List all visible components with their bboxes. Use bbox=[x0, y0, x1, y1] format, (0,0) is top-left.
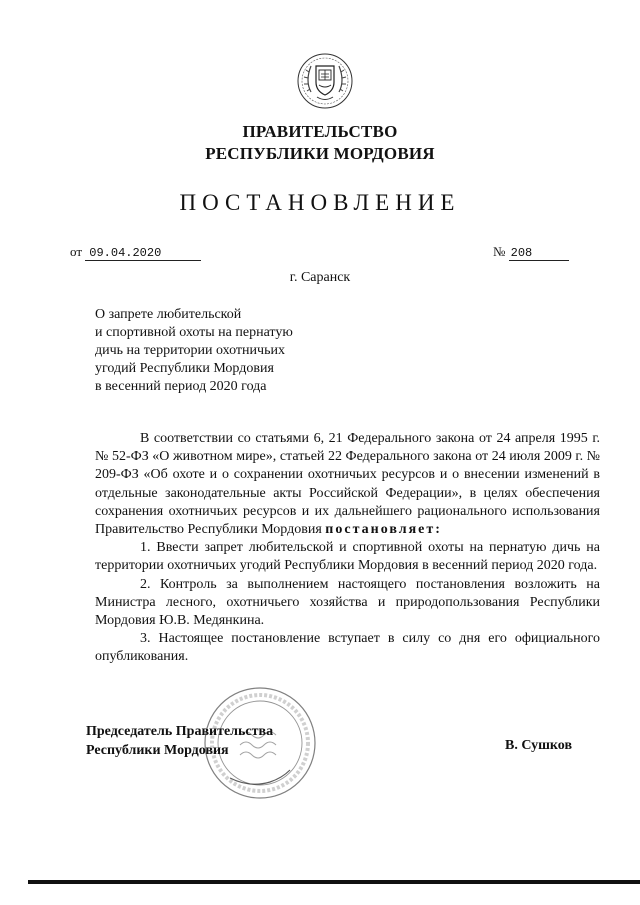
number-value: 208 bbox=[509, 246, 569, 261]
organization-name-line2: РЕСПУБЛИКИ МОРДОВИЯ bbox=[205, 144, 435, 163]
preamble-paragraph bbox=[95, 430, 600, 539]
coat-of-arms-icon bbox=[295, 52, 355, 110]
signatory-title bbox=[86, 722, 273, 760]
signatory-title-line2: Республики Мордовия bbox=[86, 743, 229, 758]
document-subject bbox=[95, 306, 293, 396]
preamble-text: В соответствии со статьями 6, 21 Федерального закона от 24 апреля 1995 г. № 52-ФЗ «О животном мире», статьей 22 Федерального закона от 24 июля 2009 г. № 209-ФЗ «Об охоте и о сохранении охотничьих ресурсов и о внесении изменений в отдельные законодательные акты Российской Федерации», в целях обеспечения сохранения охотничьих ресурсов и их дальнейшего рационального использования Правительство Республики Мордовия bbox=[95, 431, 600, 538]
organization-name-line1: ПРАВИТЕЛЬСТВО bbox=[242, 122, 398, 141]
document-body bbox=[95, 430, 600, 667]
decree-item: 3. Настоящее постановление вступает в силу со дня его официального опубликования. bbox=[95, 631, 600, 665]
document-number bbox=[493, 244, 569, 261]
page-bottom-edge bbox=[28, 880, 640, 884]
subject-line: в весенний период 2020 года bbox=[95, 379, 267, 394]
decree-word: постановляет: bbox=[325, 522, 442, 538]
signatory-name: В. Сушков bbox=[505, 738, 573, 753]
decree-item: 2. Контроль за выполнением настоящего постановления возложить на Министра лесного, охотничьего хозяйства и природопользования Республики Мордовия Ю.В. Медянкина. bbox=[95, 576, 600, 629]
number-prefix: № bbox=[493, 244, 506, 259]
signatory-title-line1: Председатель Правительства bbox=[86, 724, 274, 739]
document-date bbox=[70, 244, 201, 261]
city-of-issue: г. Саранск bbox=[289, 270, 351, 285]
subject-line: О запрете любительской bbox=[95, 307, 242, 322]
document-type-title: ПОСТАНОВЛЕНИЕ bbox=[179, 190, 461, 215]
decree-item: 1. Ввести запрет любительской и спортивной охоты на пернатую дичь на территории охотничьих угодий Республики Мордовия в весенний период 2020 года. bbox=[95, 540, 600, 574]
subject-line: дичь на территории охотничьих bbox=[95, 343, 285, 358]
date-prefix: от bbox=[70, 244, 83, 259]
date-value: 09.04.2020 bbox=[85, 246, 201, 261]
subject-line: и спортивной охоты на пернатую bbox=[95, 325, 293, 340]
subject-line: угодий Республики Мордовия bbox=[95, 361, 274, 376]
